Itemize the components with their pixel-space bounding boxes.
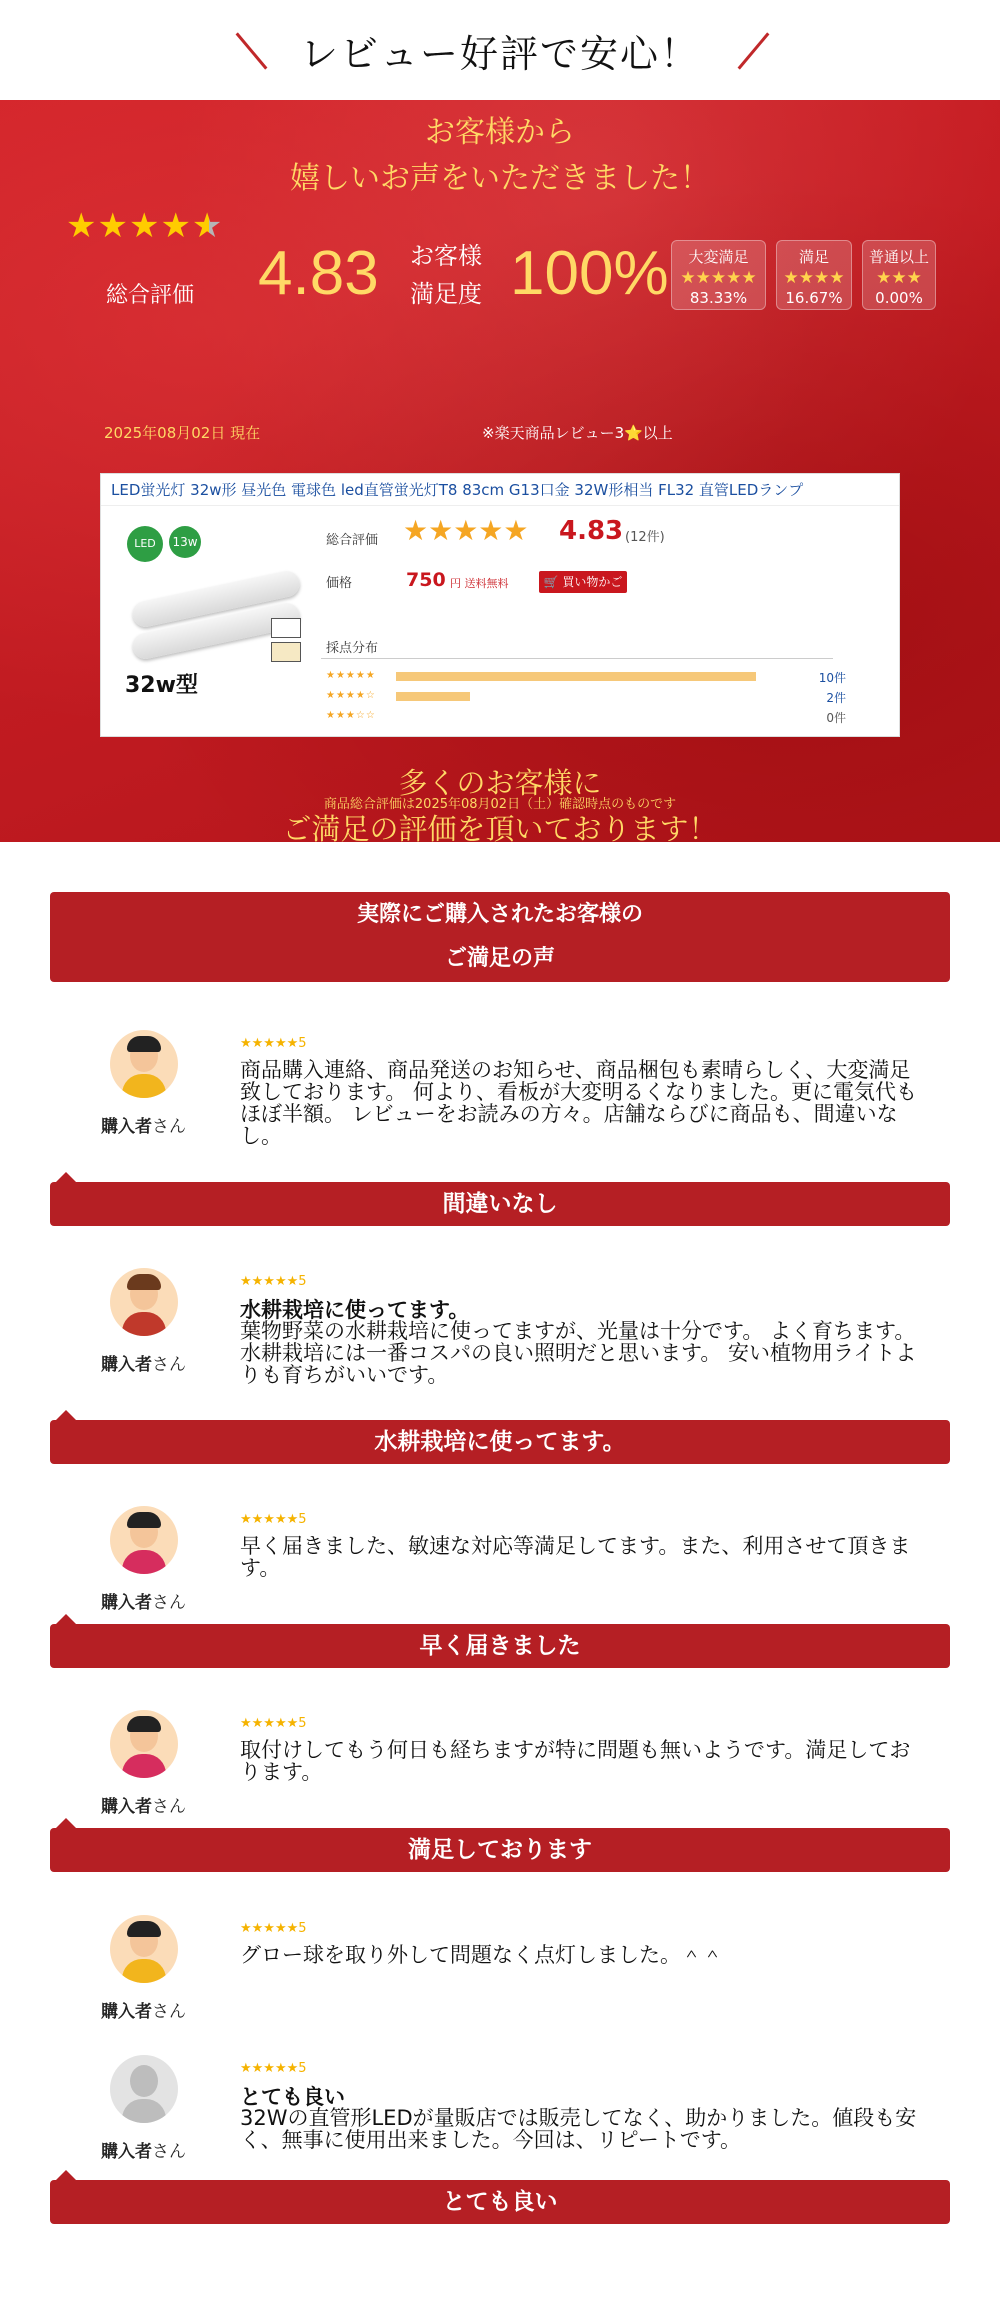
- price-unit: 円 送料無料: [450, 577, 509, 590]
- rating-count-link[interactable]: (12件): [625, 530, 665, 545]
- banner-heading: [0, 100, 1000, 202]
- product-title-link[interactable]: LED蛍光灯 32w形 昼光色 電球色 led直管蛍光灯T8 83cm G13口金 32W形相当 FL32 直管LEDランプ: [101, 474, 899, 506]
- rating-date: 2025年08月02日 現在: [104, 424, 261, 442]
- buyer-suffix: さん: [152, 2142, 186, 2162]
- buyer-label: 購入者: [101, 1797, 152, 1817]
- buyer-name: [101, 1792, 186, 1817]
- avatar: [110, 2055, 178, 2123]
- review-stars: ★★★★★5: [240, 2061, 307, 2076]
- rate-box-average: [862, 240, 936, 310]
- rating-banner: [0, 100, 1000, 842]
- color-swatch-warm: [271, 642, 301, 662]
- review-body: 取付けしてもう何日も経ちますが特に問題も無いようです。満足しております。: [240, 1738, 911, 1784]
- satisfaction-label-2: 満足度: [410, 280, 482, 308]
- section-header: [0, 0, 1000, 100]
- product-image[interactable]: [121, 526, 291, 716]
- buyer-suffix: さん: [152, 2002, 186, 2022]
- dist-count[interactable]: 2件: [826, 691, 846, 705]
- half-star-icon: ★: [191, 206, 224, 246]
- review-stars: ★★★★★5: [240, 1512, 307, 1527]
- review-stars: ★★★★★5: [240, 1274, 307, 1289]
- price-value: 750: [406, 569, 446, 591]
- review-title: とても良い: [240, 2085, 345, 2109]
- product-card: [100, 473, 900, 737]
- buyer-label: 購入者: [101, 1355, 152, 1375]
- overall-stars: ★★★★★: [66, 206, 224, 246]
- review-tag: とても良い: [50, 2180, 950, 2224]
- voices-heading-line-2: ご満足の声: [444, 946, 555, 971]
- review-stars: ★★★★★5: [240, 1036, 307, 1051]
- review-body: グロー球を取り外して問題なく点灯しました。＾＾: [240, 1943, 723, 1967]
- dist-row-4[interactable]: [326, 687, 846, 707]
- buyer-suffix: さん: [152, 1797, 186, 1817]
- rate-stars: ★★★: [876, 268, 922, 288]
- review-stars: ★★★★★5: [240, 1921, 307, 1936]
- buyer-name: [101, 1350, 186, 1375]
- buyer-label: 購入者: [101, 1117, 152, 1137]
- watt-badge: 13w: [169, 526, 201, 558]
- review-tag: 早く届きました: [50, 1624, 950, 1668]
- buyer-label: 購入者: [101, 1593, 152, 1613]
- banner-footer-line-1: 多くのお客様に: [398, 766, 602, 800]
- review-tag: 水耕栽培に使ってます。: [50, 1420, 950, 1464]
- rate-percent: 16.67%: [785, 289, 843, 307]
- color-swatch-daylight: [271, 618, 301, 638]
- rate-percent: 83.33%: [689, 289, 748, 307]
- rate-box-very-satisfied: [671, 240, 766, 310]
- dist-bar: [396, 692, 470, 701]
- buyer-name: [101, 2137, 186, 2162]
- review-tag: 満足しております: [50, 1828, 950, 1872]
- review-stars: ★★★★★5: [240, 1716, 307, 1731]
- rate-stars: ★★★★: [783, 268, 845, 288]
- banner-heading-line-2: 嬉しいお声をいただきました！: [290, 161, 710, 196]
- dist-bar: [396, 672, 756, 681]
- divider: [321, 658, 833, 659]
- rate-label: 普通以上: [868, 248, 929, 266]
- buyer-name: [101, 1112, 186, 1137]
- overall-label: 総合評価: [106, 283, 195, 308]
- dist-row-3: [326, 707, 846, 727]
- banner-heading-line-1: お客様から: [425, 115, 575, 150]
- buyer-name: [101, 1997, 186, 2022]
- buyer-suffix: さん: [152, 1593, 186, 1613]
- dist-stars: ★★★★☆: [326, 690, 376, 701]
- voices-heading: [50, 892, 950, 982]
- buyer-suffix: さん: [152, 1117, 186, 1137]
- buyer-label: 購入者: [101, 2142, 152, 2162]
- page-title: レビュー好評で安心！: [299, 31, 700, 76]
- watt-label: 32w型: [125, 673, 198, 698]
- add-to-cart-button[interactable]: 🛒 買い物かご: [539, 571, 627, 593]
- buyer-suffix: さん: [152, 1355, 186, 1375]
- decorative-slash-left: [236, 32, 268, 69]
- satisfaction-label: [410, 237, 482, 313]
- rate-label: 満足: [798, 248, 829, 266]
- rating-label: 総合評価: [326, 533, 379, 548]
- review-title: 水耕栽培に使ってます。: [240, 1298, 470, 1322]
- satisfaction-percent: 100%: [510, 239, 669, 308]
- overall-score: 4.83: [258, 239, 379, 308]
- dist-stars: ★★★★★: [326, 670, 376, 681]
- review-body: 32Wの直管形LEDが量販店では販売してなく、助かりました。値段も安く、無事に使用出来ました。今回は、リピートです。: [240, 2106, 917, 2152]
- dist-stars: ★★★☆☆: [326, 710, 376, 721]
- buyer-name: [101, 1588, 186, 1613]
- buyer-label: 購入者: [101, 2002, 152, 2022]
- distribution-label: 採点分布: [326, 641, 379, 656]
- dist-row-5[interactable]: [326, 667, 846, 687]
- satisfaction-label-1: お客様: [410, 242, 482, 270]
- rate-percent: 0.00%: [875, 289, 923, 307]
- review-body: 葉物野菜の水耕栽培に使ってますが、光量は十分です。 よく育ちます。 水耕栽培には一番コスパの良い照明だと思います。 安い植物用ライトよりも育ちがいいです。: [240, 1319, 917, 1387]
- avatar: [110, 1506, 178, 1574]
- review-body: 早く届きました、敏速な対応等満足してます。また、利用させて頂きます。: [240, 1534, 911, 1580]
- avatar: [110, 1915, 178, 1983]
- avatar: [110, 1030, 178, 1098]
- banner-footer-line-2: ご満足の評価を頂いております！: [282, 812, 718, 842]
- rating-stars: ★★★★★: [403, 514, 529, 547]
- rate-box-satisfied: [776, 240, 852, 310]
- review-tag: 間違いなし: [50, 1182, 950, 1226]
- avatar: [110, 1710, 178, 1778]
- rate-label: 大変満足: [688, 248, 749, 266]
- review-body: 商品購入連絡、商品発送のお知らせ、商品梱包も素晴らしく、大変満足致しております。 何より、看板が大変明るくなりました。更に電気代もほぼ半額。 レビューをお読みの方々。店舗ならびに商品も、間違いなし。: [240, 1058, 917, 1148]
- avatar: [110, 1268, 178, 1336]
- price-label: 価格: [326, 576, 353, 591]
- decorative-slash-right: [738, 32, 770, 69]
- voices-heading-line-1: 実際にご購入されたお客様の: [356, 902, 643, 927]
- rating-note: ※楽天商品レビュー3⭐以上: [482, 424, 673, 442]
- dist-count: 0件: [826, 711, 846, 725]
- rating-value: 4.83: [559, 516, 624, 546]
- led-badge: LED: [127, 526, 163, 562]
- banner-footer-note: 商品総合評価は2025年08月02日（土）確認時点のものです: [323, 797, 677, 812]
- rate-stars: ★★★★★: [680, 268, 757, 288]
- dist-count[interactable]: 10件: [818, 671, 846, 685]
